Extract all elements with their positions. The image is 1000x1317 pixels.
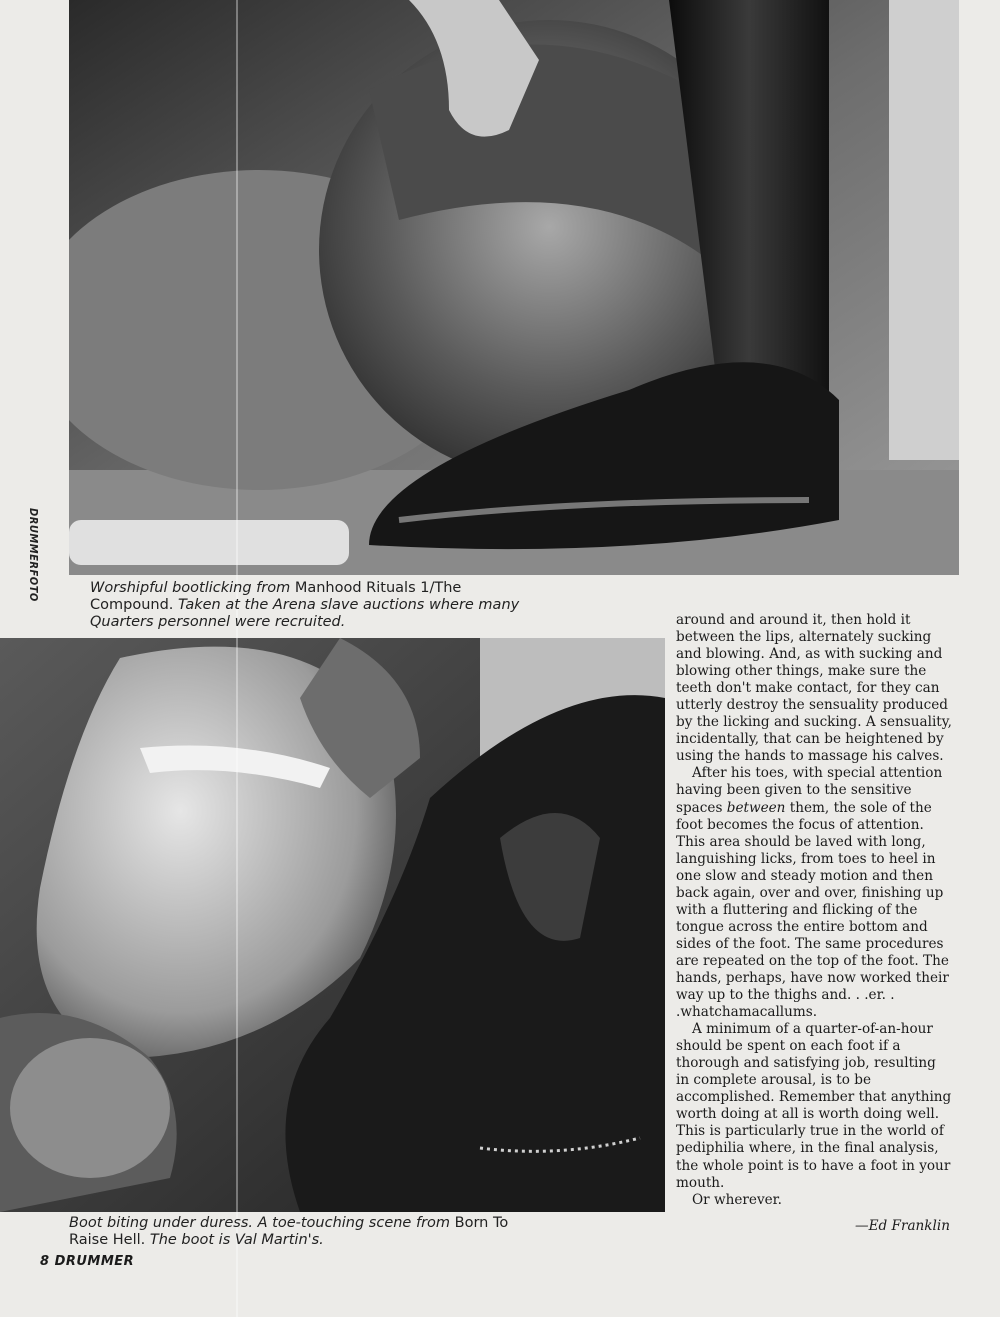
article-paragraph-2-emphasis: between bbox=[726, 799, 786, 816]
caption-bottom-part2: Born To Raise Hell. bbox=[69, 1215, 509, 1248]
caption-top-part1: Worshipful bootlicking from bbox=[90, 580, 291, 596]
caption-top bbox=[90, 580, 530, 631]
article-paragraph-4: Or wherever. bbox=[692, 1191, 782, 1208]
photo-bottom bbox=[0, 638, 665, 1212]
byline: —Ed Franklin bbox=[854, 1218, 950, 1234]
article-paragraph-2c: them, the sole of the foot becomes the focus of attention. This area should be laved with long, languishing licks, from toes to heel in one slow and steady motion and then back again, over and over, finishing up with a fluttering and flicking of the tongue across the entire bottom and sides of the foot. The same procedures are repeated on the top of the foot. The hands, perhaps, have now worked their way up to the thighs and. . .er. . .whatchamacallums. bbox=[676, 799, 949, 1021]
caption-bottom-part1: Boot biting under duress. A toe-touching scene from bbox=[69, 1215, 451, 1231]
page-folio: 8 DRUMMER bbox=[40, 1254, 135, 1269]
photo-top bbox=[69, 0, 959, 575]
article-paragraph-3: A minimum of a quarter-of-an-hour should be spent on each foot if a thorough and satisfying job, resulting in complete arousal, is to be accomplished. Remember that anything worth doing at all is worth doing well. This is particularly true in the world of pediphilia where, in the final analysis, the whole point is to have a foot in your mouth. bbox=[676, 1021, 952, 1191]
photo-bottom-image bbox=[0, 638, 665, 1212]
article-paragraph-2a: After his toes, with special attention having been given to the sensitive spaces bbox=[676, 765, 943, 816]
photo-credit: DRUMMERFOTO bbox=[27, 508, 40, 602]
article-paragraph-2 bbox=[676, 765, 952, 1021]
article-column bbox=[676, 612, 952, 1209]
caption-bottom-part3: The boot is Val Martin's. bbox=[145, 1232, 324, 1248]
caption-top-part3: Taken at the Arena slave auctions where many Quarters personnel were recruited. bbox=[90, 597, 520, 630]
caption-top-part2: Manhood Rituals 1/The Compound. bbox=[90, 580, 462, 613]
photo-top-image bbox=[69, 0, 959, 575]
article-paragraph-1: around and around it, then hold it between the lips, alternately sucking and blowing. And, as with sucking and blowing other things, make sure the teeth don't make contact, for they can utterly destroy the sensuality produced by the licking and sucking. A sensuality, incidentally, that can be heightened by using the hands to massage his calves. bbox=[676, 612, 952, 765]
caption-bottom bbox=[69, 1215, 519, 1249]
page-fold-line bbox=[236, 0, 238, 1317]
